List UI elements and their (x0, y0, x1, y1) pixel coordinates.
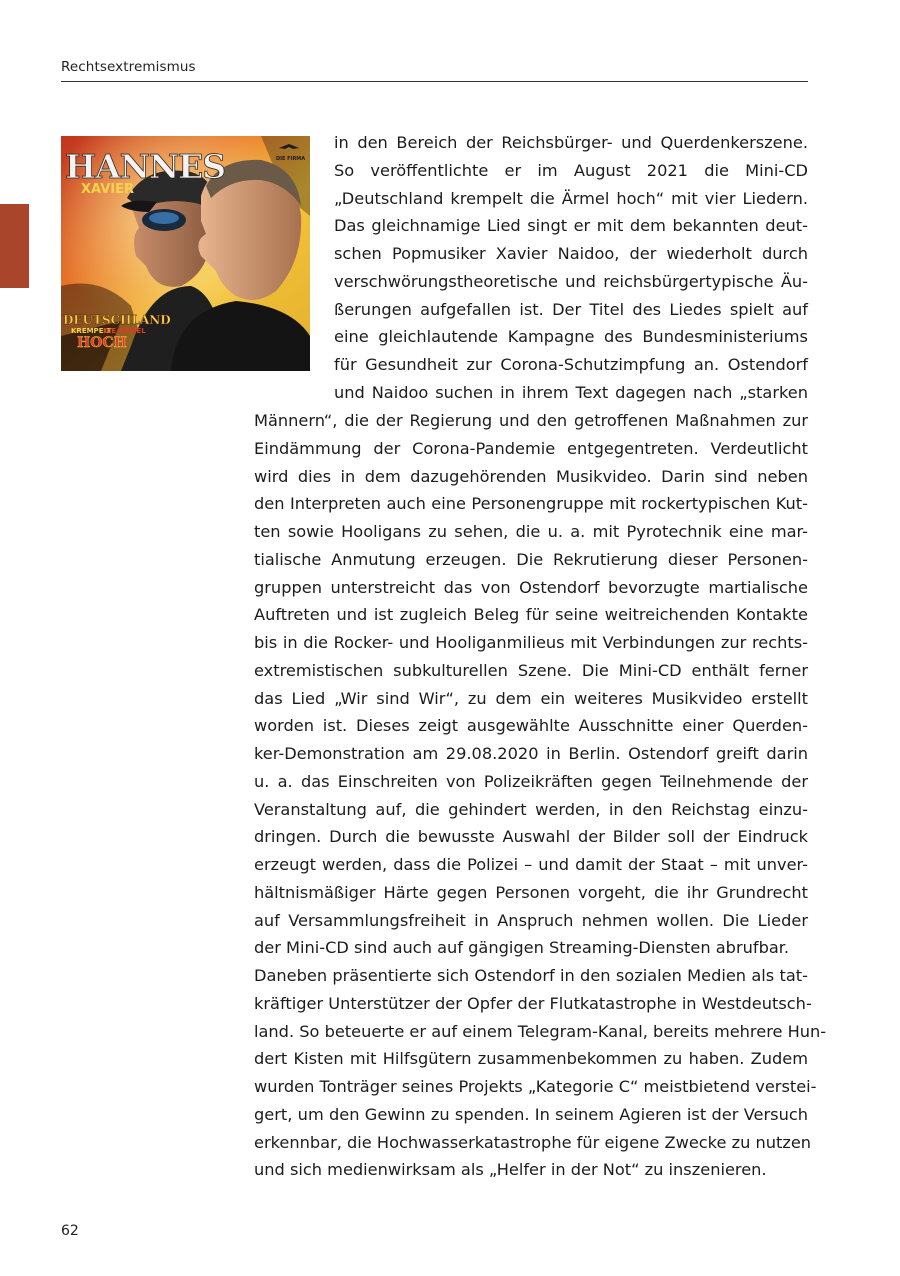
text-line: dringen. Durch die bewusste Auswahl der Bilder soll der Eindruck (254, 827, 808, 847)
text-line: kräftiger Unterstützer der Opfer der Flutkatastrophe in Westdeutsch- (254, 993, 812, 1013)
text-line: So veröffentlichte er im August 2021 die Mini-CD (334, 160, 808, 180)
cover-title: HANNES (65, 147, 226, 186)
text-line: bis in die Rocker- und Hooliganmilieus mit Verbindungen zur rechts- (254, 633, 808, 652)
svg-text:DEUTSCHLAND: DEUTSCHLAND (63, 313, 171, 327)
text-line: Das gleichnamige Lied singt er mit dem bekannten deut- (334, 216, 808, 236)
body-text-lower (254, 407, 827, 1184)
text-line: schen Popmusiker Xavier Naidoo, der wiederholt durch (334, 244, 808, 263)
text-line: ßerungen aufgefallen ist. Der Titel des Liedes spielt auf (334, 299, 808, 319)
text-line: verschwörungstheoretische und reichsbürgertypische Äu- (334, 271, 808, 291)
text-line: Auftreten und ist zugleich Beleg für seine weitreichenden Kontakte (254, 605, 808, 625)
text-line: land. So beteuerte er auf einem Telegram-Kanal, bereits mehrere Hun- (254, 1021, 827, 1041)
text-line: eine gleichlautende Kampagne des Bundesministeriums (334, 327, 808, 347)
cover-logo: DIE FIRMA (276, 156, 306, 162)
text-line: „Deutschland krempelt die Ärmel hoch“ mit vier Liedern. (334, 188, 808, 208)
header-rule (61, 81, 808, 82)
svg-text:HOCH: HOCH (77, 335, 127, 351)
running-header: Rechtsextremismus (61, 59, 196, 75)
cover-subtitle: XAVIER (81, 182, 134, 197)
text-line: gruppen unterstreicht das von Ostendorf bevorzugte martialische (254, 577, 808, 597)
text-line: und Naidoo suchen in ihrem Text dagegen nach „starken (334, 382, 808, 402)
text-line: Eindämmung der Corona-Pandemie entgegentreten. Verdeutlicht (254, 438, 808, 458)
text-line: auf Versammlungsfreiheit in Anspruch nehmen wollen. Die Lieder (254, 910, 808, 930)
text-line: tialische Anmutung erzeugen. Die Rekrutierung dieser Personen- (254, 549, 808, 569)
text-line: den Interpreten auch eine Personengruppe mit rockertypischen Kut- (254, 494, 808, 514)
text-line: wurden Tonträger seines Projekts „Kategorie C“ meistbietend verstei- (254, 1077, 817, 1096)
text-line: das Lied „Wir sind Wir“, zu dem ein weiteres Musikvideo erstellt (254, 688, 808, 708)
svg-text:KREMPELT: KREMPELT (71, 327, 112, 335)
text-line: wird dies in dem dazugehörenden Musikvideo. Darin sind neben (254, 466, 808, 486)
text-line: dert Kisten mit Hilfsgütern zusammenbekommen zu haben. Zudem (254, 1049, 808, 1069)
album-cover-image (61, 136, 310, 371)
text-line: u. a. das Einschreiten von Polizeikräften gegen Teilnehmende der (254, 771, 808, 791)
text-line: Veranstaltung auf, die gehindert werden, in den Reichstag einzu- (254, 799, 808, 819)
body-text-upper (334, 129, 808, 407)
page-number: 62 (61, 1223, 79, 1239)
chapter-side-tab (0, 204, 29, 288)
text-line: ker-Demonstration am 29.08.2020 in Berlin. Ostendorf greift darin (254, 744, 808, 763)
text-line: gert, um den Gewinn zu spenden. In seinem Agieren ist der Versuch (254, 1104, 808, 1124)
text-line: hältnismäßiger Härte gegen Personen vorgeht, die ihr Grundrecht (254, 882, 808, 902)
text-line: der Mini-CD sind auch auf gängigen Streaming-Diensten abrufbar. (254, 938, 790, 958)
text-line: und sich medienwirksam als „Helfer in der Not“ zu inszenieren. (254, 1160, 767, 1180)
text-line: ten sowie Hooligans zu sehen, die u. a. mit Pyrotechnik eine mar- (254, 522, 808, 541)
svg-text:DIE ÄRMEL: DIE ÄRMEL (103, 327, 146, 335)
text-line: Männern“, die der Regierung und den getroffenen Maßnahmen zur (254, 411, 808, 430)
text-line: extremistischen subkulturellen Szene. Die Mini-CD enthält ferner (254, 660, 808, 680)
text-line: für Gesundheit zur Corona-Schutzimpfung an. Ostendorf (334, 355, 808, 374)
text-line: worden ist. Dieses zeigt ausgewählte Ausschnitte einer Querden- (254, 716, 808, 736)
text-line: in den Bereich der Reichsbürger- und Querdenkerszene. (334, 133, 808, 152)
text-line: erkennbar, die Hochwasserkatastrophe für eigene Zwecke zu nutzen (254, 1132, 812, 1152)
text-line: erzeugt werden, dass die Polizei – und damit der Staat – mit unver- (254, 855, 808, 874)
text-line: Daneben präsentierte sich Ostendorf in den sozialen Medien als tat- (254, 966, 808, 985)
